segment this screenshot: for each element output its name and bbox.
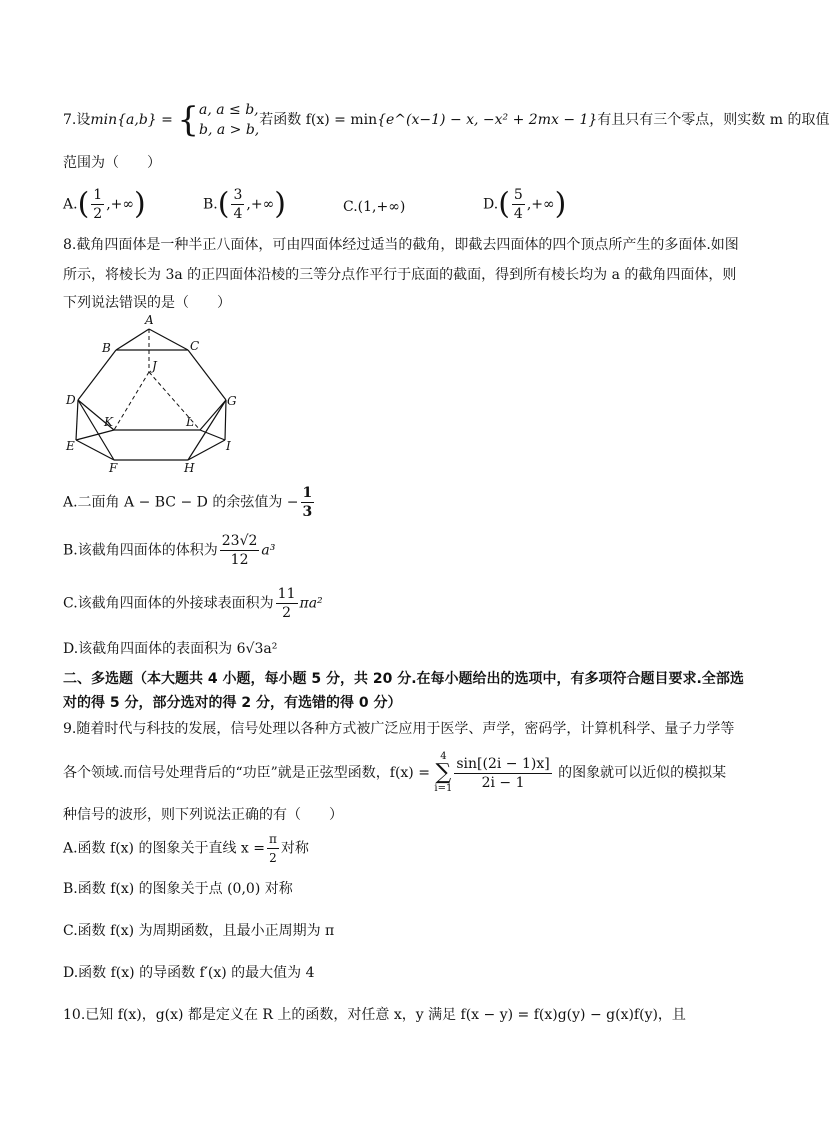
q7-option-c-letter: C. bbox=[343, 199, 358, 215]
frac-num: 1 bbox=[93, 187, 103, 203]
q9-option-c[interactable]: C.函数 f(x) 为周期函数，且最小正周期为 π bbox=[63, 923, 335, 939]
q7-prefix: 7.设 bbox=[63, 112, 91, 128]
frac-num: 23√2 bbox=[221, 533, 258, 549]
sum-lower: i=1 bbox=[434, 783, 453, 794]
edge-cg bbox=[188, 350, 226, 400]
q9-option-d[interactable]: D.函数 f(x) 的导函数 f′(x) 的最大值为 4 bbox=[63, 965, 315, 981]
q7-option-d-frac bbox=[512, 186, 525, 223]
edge-jk-hidden bbox=[114, 372, 149, 430]
section2-header-line2: 对的得 5 分，部分选对的得 2 分，有选错的得 0 分） bbox=[63, 695, 402, 711]
q9-line1: 9.随着时代与科技的发展，信号处理以各种方式被广泛应用于医学、声学，密码学，计算机科学、量子力学等 bbox=[63, 721, 735, 737]
q7-case1: a, a ≤ b, bbox=[198, 102, 259, 118]
edge-ih bbox=[188, 440, 225, 460]
edge-gi bbox=[225, 400, 226, 440]
section2-header-line1: 二、多选题（本大题共 4 小题，每小题 5 分，共 20 分.在每小题给出的选项中，有多项符合题目要求.全部选 bbox=[63, 671, 744, 687]
q7-mid: 若函数 f(x) = min bbox=[259, 112, 378, 128]
q7-option-a[interactable]: A.( $\frac{1}{2}$ ,+∞) bbox=[63, 186, 146, 222]
summation-symbol: 4 ∑ i=1 bbox=[434, 751, 453, 794]
q7-eq: = bbox=[156, 112, 178, 128]
truncated-tetrahedron-figure bbox=[60, 312, 250, 477]
q7-option-a-tail: ,+∞ bbox=[106, 196, 135, 213]
q7-option-b-tail: ,+∞ bbox=[246, 196, 275, 213]
q8-option-a-text: A.二面角 A − BC − D 的余弦值为 − bbox=[63, 494, 299, 511]
q7-option-d-tail: ,+∞ bbox=[526, 196, 555, 213]
q8-option-a-frac bbox=[301, 484, 315, 521]
q7-suffix: 有且只有三个零点，则实数 m 的取值 bbox=[597, 112, 830, 128]
q8-option-b-frac bbox=[220, 532, 260, 569]
vertex-label-a: A bbox=[145, 313, 154, 327]
frac-den: 4 bbox=[233, 206, 243, 222]
q7-option-d[interactable]: D.( $\frac{5}{4}$ ,+∞) bbox=[483, 186, 567, 222]
q7-cases bbox=[199, 100, 259, 140]
q7-min-ab: min{a,b} bbox=[90, 112, 157, 128]
q7-option-b-letter: B. bbox=[203, 196, 218, 213]
frac-den: 2 bbox=[282, 605, 292, 621]
q8-option-c[interactable] bbox=[63, 585, 323, 622]
q8-option-b-text: B.该截角四面体的体积为 bbox=[63, 542, 218, 559]
vertex-label-g: G bbox=[227, 394, 237, 408]
edge-gl bbox=[200, 400, 226, 430]
q8-option-b-tail: a³ bbox=[261, 542, 276, 559]
frac-den: 2 bbox=[269, 851, 277, 865]
q7-case2: b, a > b, bbox=[198, 122, 260, 138]
vertex-label-c: C bbox=[190, 339, 200, 353]
vertex-label-k: K bbox=[104, 415, 113, 429]
frac-num: 11 bbox=[277, 586, 296, 602]
q8-line1: 8.截角四面体是一种半正八面体，可由四面体经过适当的截角，即截去四面体的四个顶点所产生的多面体.如图 bbox=[63, 237, 739, 253]
q7-option-c[interactable] bbox=[343, 196, 405, 218]
edge-de bbox=[76, 400, 78, 440]
edge-ac bbox=[149, 329, 188, 350]
frac-den: 2i − 1 bbox=[481, 774, 525, 791]
q9-line2 bbox=[63, 752, 734, 794]
frac-num: 1 bbox=[302, 485, 313, 501]
vertex-label-f: F bbox=[109, 461, 118, 475]
edge-bd bbox=[78, 350, 116, 400]
q8-option-a[interactable] bbox=[63, 484, 316, 521]
sum-upper: 4 bbox=[440, 751, 447, 762]
frac-num: π bbox=[267, 830, 279, 849]
frac-den: 12 bbox=[230, 552, 249, 568]
q7-line2: 范围为（ ） bbox=[63, 155, 161, 171]
vertex-label-j: J bbox=[152, 359, 157, 373]
frac-num: 5 bbox=[513, 187, 523, 203]
q9-line3: 种信号的波形，则下列说法正确的有（ ） bbox=[63, 807, 343, 823]
q9-sum-frac bbox=[454, 755, 551, 792]
q7-option-d-letter: D. bbox=[483, 196, 499, 213]
q9-option-b[interactable]: B.函数 f(x) 的图象关于点 (0,0) 对称 bbox=[63, 881, 293, 897]
q8-option-b[interactable] bbox=[63, 532, 275, 569]
vertex-label-h: H bbox=[184, 461, 195, 475]
q10-line1: 10.已知 f(x)，g(x) 都是定义在 R 上的函数，对任意 x，y 满足 f(x − y) = f(x)g(y) − g(x)f(y)，且 bbox=[63, 1007, 686, 1023]
q8-line2: 所示，将棱长为 3a 的正四面体沿棱的三等分点作平行于底面的截面，得到所有棱长均为 a 的截角四面体，则 bbox=[63, 267, 737, 283]
q9-line2-post: 的图象就可以近似的模拟某 bbox=[558, 765, 727, 781]
q8-option-d[interactable]: D.该截角四面体的表面积为 6√3a² bbox=[63, 641, 278, 657]
q9-option-a[interactable] bbox=[63, 830, 309, 867]
vertex-label-d: D bbox=[66, 393, 76, 407]
q7-brace: { bbox=[177, 100, 199, 140]
q9-option-a-text: A.函数 f(x) 的图象关于直线 x = bbox=[63, 840, 265, 857]
frac-den: 4 bbox=[513, 206, 523, 222]
q8-option-c-frac bbox=[276, 585, 298, 622]
q8-option-c-text: C.该截角四面体的外接球表面积为 bbox=[63, 595, 274, 612]
q7-option-c-text: (1,+∞) bbox=[357, 199, 406, 215]
frac-den: 3 bbox=[302, 504, 313, 520]
vertex-label-e: E bbox=[66, 439, 75, 453]
q7-option-a-letter: A. bbox=[63, 196, 78, 213]
q8-line3: 下列说法错误的是（ ） bbox=[63, 295, 231, 311]
q9-option-a-frac bbox=[267, 830, 279, 867]
q8-option-c-tail: πa² bbox=[299, 595, 323, 612]
q7-option-b[interactable]: B.( $\frac{3}{4}$ ,+∞) bbox=[203, 186, 286, 222]
edge-ek bbox=[76, 430, 114, 440]
vertex-label-l: L bbox=[186, 415, 194, 429]
q7-stem bbox=[63, 100, 830, 140]
frac-num: sin[(2i − 1)x] bbox=[456, 755, 550, 772]
frac-num: 3 bbox=[233, 187, 243, 203]
vertex-label-i: I bbox=[226, 439, 231, 453]
q7-option-a-frac bbox=[91, 186, 104, 223]
q9-option-a-post: 对称 bbox=[280, 840, 309, 857]
q7-inner: {e^(x−1) − x, −x² + 2mx − 1} bbox=[377, 112, 598, 128]
q7-option-b-frac bbox=[231, 186, 244, 223]
vertex-label-b: B bbox=[102, 341, 111, 355]
q9-line2-pre: 各个领域.而信号处理背后的“功臣”就是正弦型函数，f(x) = bbox=[63, 765, 430, 781]
frac-den: 2 bbox=[93, 206, 103, 222]
edge-ab bbox=[116, 329, 149, 350]
